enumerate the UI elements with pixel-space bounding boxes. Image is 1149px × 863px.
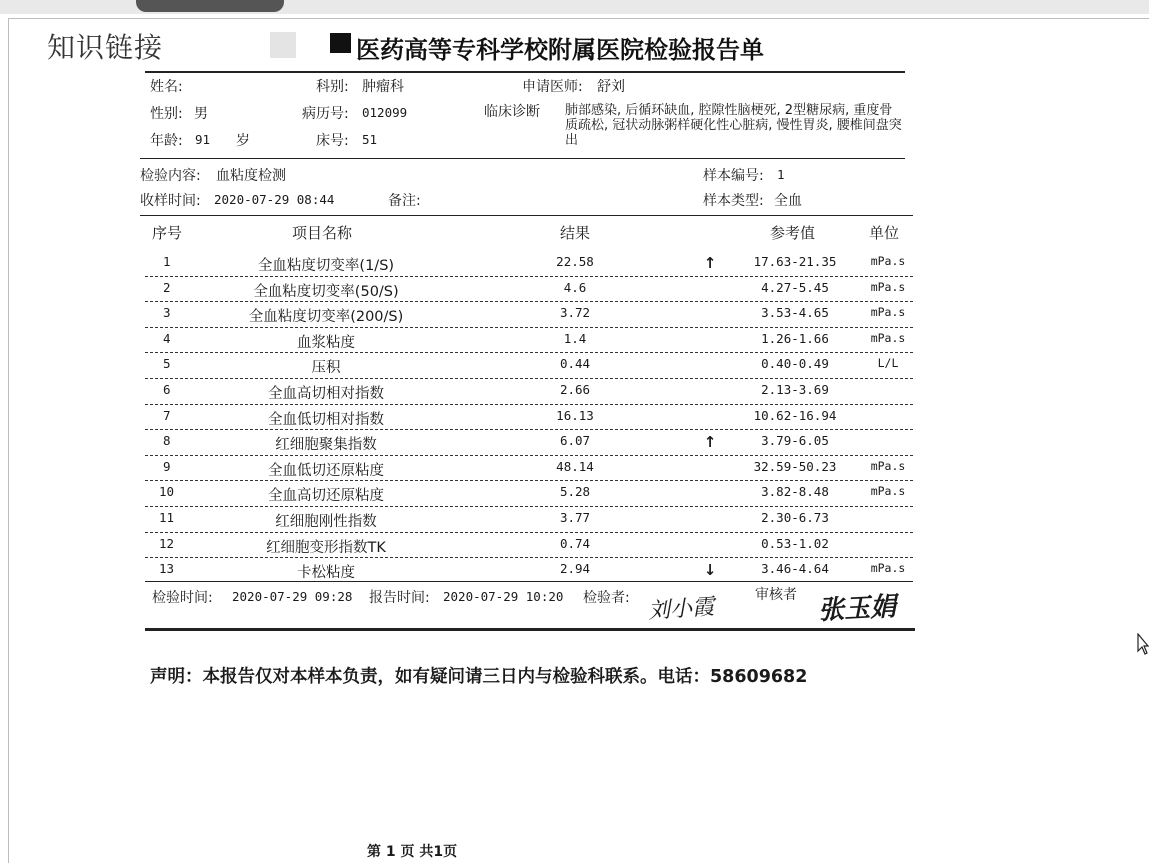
table-top-divider — [140, 215, 913, 216]
header-name: 项目名称 — [292, 224, 353, 242]
row-idx: 11 — [159, 510, 175, 525]
collect-time-label: 收样时间: — [140, 193, 201, 209]
gender-label: 性别: — [150, 106, 183, 122]
row-name: 全血粘度切变率(50/S) — [253, 283, 399, 300]
hospital-logo-icon — [330, 33, 351, 53]
test-time-value: 2020-07-29 09:28 — [232, 589, 353, 604]
row-unit: mPa.s — [870, 254, 906, 268]
record-label: 病历号: — [302, 106, 349, 122]
footer-divider — [145, 628, 915, 631]
report-title: 医药高等专科学校附属医院检验报告单 — [356, 35, 764, 64]
paper-edge-left — [8, 18, 9, 863]
row-ref: 0.53-1.02 — [761, 535, 829, 551]
header-idx: 序号 — [152, 224, 183, 242]
row-result: 48.14 — [556, 458, 594, 474]
sample-no-label: 样本编号: — [703, 168, 764, 184]
row-result: 0.44 — [559, 356, 591, 372]
row-result: 5.28 — [559, 484, 591, 500]
table-row — [145, 506, 913, 533]
row-ref: 3.79-6.05 — [761, 433, 829, 449]
row-idx: 13 — [159, 561, 175, 577]
row-name: 全血高切还原粘度 — [268, 488, 384, 505]
row-unit: L/L — [877, 356, 899, 371]
row-result: 3.72 — [559, 305, 591, 321]
record-value: 012099 — [362, 105, 408, 120]
header-ref: 参考值 — [770, 224, 816, 242]
row-name: 全血低切相对指数 — [268, 411, 384, 428]
row-idx: 7 — [163, 407, 171, 423]
table-row — [145, 250, 913, 277]
row-ref: 3.53-4.65 — [761, 305, 829, 321]
mouse-cursor-icon — [1137, 633, 1149, 655]
row-name: 血浆粘度 — [297, 334, 355, 351]
disclaimer-statement: 声明：本报告仅对本样本负责，如有疑问请三日内与检验科联系。电话：58609682 — [150, 667, 808, 687]
table-row — [145, 378, 913, 405]
dept-label: 科别: — [316, 79, 349, 95]
row-ref: 0.40-0.49 — [761, 356, 829, 372]
row-name: 全血粘度切变率(200/S) — [248, 309, 404, 326]
age-unit: 岁 — [236, 133, 250, 149]
row-unit: mPa.s — [870, 305, 906, 320]
reviewer-label: 审核者 — [755, 587, 797, 603]
test-time-label: 检验时间: — [152, 590, 213, 606]
row-ref: 17.63-21.35 — [753, 254, 837, 269]
patient-divider — [140, 158, 905, 159]
sample-no-value: 1 — [777, 167, 785, 182]
tester-label: 检验者: — [583, 590, 630, 606]
redacted-area — [270, 32, 296, 58]
sample-type-value: 全血 — [774, 193, 802, 209]
gender-value: 男 — [194, 106, 208, 122]
header-unit: 单位 — [869, 224, 900, 242]
row-ref: 1.26-1.66 — [761, 330, 829, 346]
row-name: 全血粘度切变率(1/S) — [257, 258, 395, 274]
bed-value: 51 — [362, 132, 378, 147]
doctor-value: 舒刘 — [597, 79, 625, 95]
row-ref: 10.62-16.94 — [753, 407, 837, 423]
row-ref: 4.27-5.45 — [761, 279, 829, 295]
row-ref: 32.59-50.23 — [753, 458, 837, 474]
test-content-label: 检验内容: — [140, 168, 201, 184]
name-label: 姓名: — [150, 79, 183, 95]
table-row — [145, 404, 913, 431]
row-idx: 1 — [163, 254, 171, 269]
test-content-value: 血粘度检测 — [216, 168, 286, 184]
row-result: 22.58 — [556, 254, 594, 269]
collect-time-value: 2020-07-29 08:44 — [214, 192, 335, 207]
bed-label: 床号: — [316, 133, 349, 149]
row-unit: mPa.s — [870, 458, 906, 473]
row-ref: 3.82-8.48 — [761, 484, 829, 500]
row-result: 16.13 — [556, 407, 594, 423]
table-row — [145, 276, 913, 303]
row-idx: 4 — [163, 330, 171, 346]
remark-label: 备注: — [388, 193, 421, 209]
row-unit: mPa.s — [870, 279, 906, 294]
sample-type-label: 样本类型: — [703, 193, 764, 209]
age-label: 年龄: — [150, 133, 183, 149]
header-result: 结果 — [560, 224, 591, 242]
row-result: 2.94 — [559, 561, 591, 577]
dept-value: 肿瘤科 — [362, 79, 404, 95]
table-row — [145, 301, 913, 328]
row-name: 卡松粘度 — [297, 565, 355, 582]
diagnosis-label: 临床诊断 — [484, 104, 540, 120]
row-idx: 3 — [163, 305, 171, 321]
row-ref: 2.30-6.73 — [761, 510, 829, 525]
row-name: 红细胞变形指数TK — [266, 539, 386, 556]
row-idx: 9 — [163, 458, 171, 474]
table-row — [145, 352, 913, 379]
paper-edge-top — [8, 18, 1149, 19]
table-row — [145, 429, 913, 456]
table-bottom-divider — [145, 581, 913, 582]
row-ref: 2.13-3.69 — [761, 382, 829, 397]
row-idx: 8 — [163, 433, 171, 449]
row-result: 1.4 — [563, 330, 587, 346]
row-name: 红细胞聚集指数 — [275, 437, 377, 454]
row-idx: 10 — [159, 484, 175, 500]
table-row — [145, 455, 913, 482]
table-row — [145, 327, 913, 354]
reviewer-signature: 张玉娟 — [817, 591, 897, 627]
row-unit: mPa.s — [870, 330, 906, 345]
watermark-label: 知识链接 — [47, 31, 164, 64]
report-time-label: 报告时间: — [369, 590, 430, 606]
age-value: 91 — [195, 132, 211, 147]
diagnosis-value: 肺部感染, 后循环缺血, 腔隙性脑梗死, 2型糖尿病, 重度骨质疏松, 冠状动脉粥样硬化性心脏病, 慢性胃炎, 腰椎间盘突出 — [565, 103, 902, 148]
row-idx: 2 — [163, 279, 171, 295]
row-idx: 5 — [163, 356, 171, 372]
row-name: 压积 — [311, 360, 341, 377]
row-idx: 6 — [163, 382, 171, 397]
report-time-value: 2020-07-29 10:20 — [443, 589, 564, 604]
row-result: 2.66 — [559, 382, 591, 397]
row-name: 红细胞刚性指数 — [275, 514, 377, 530]
row-result: 0.74 — [559, 535, 591, 551]
row-result: 4.6 — [563, 279, 587, 295]
doctor-label: 申请医师: — [522, 79, 583, 95]
tester-signature: 刘小霞 — [647, 594, 715, 625]
row-result: 6.07 — [559, 433, 591, 449]
row-idx: 12 — [159, 535, 175, 551]
row-ref: 3.46-4.64 — [761, 561, 829, 577]
row-flag-up-icon: ↑ — [703, 254, 717, 272]
row-flag-down-icon: ↓ — [703, 561, 717, 580]
row-unit: mPa.s — [870, 484, 906, 499]
row-unit: mPa.s — [870, 561, 906, 576]
row-name: 全血高切相对指数 — [268, 386, 384, 402]
table-row — [145, 557, 913, 583]
table-row — [145, 480, 913, 507]
header-divider — [145, 71, 905, 73]
viewer-tab[interactable] — [136, 0, 284, 12]
row-flag-up-icon: ↑ — [703, 433, 717, 452]
row-name: 全血低切还原粘度 — [268, 462, 384, 479]
table-row — [145, 532, 913, 559]
page-number: 第 1 页 共1页 — [367, 844, 458, 860]
row-result: 3.77 — [559, 510, 591, 525]
